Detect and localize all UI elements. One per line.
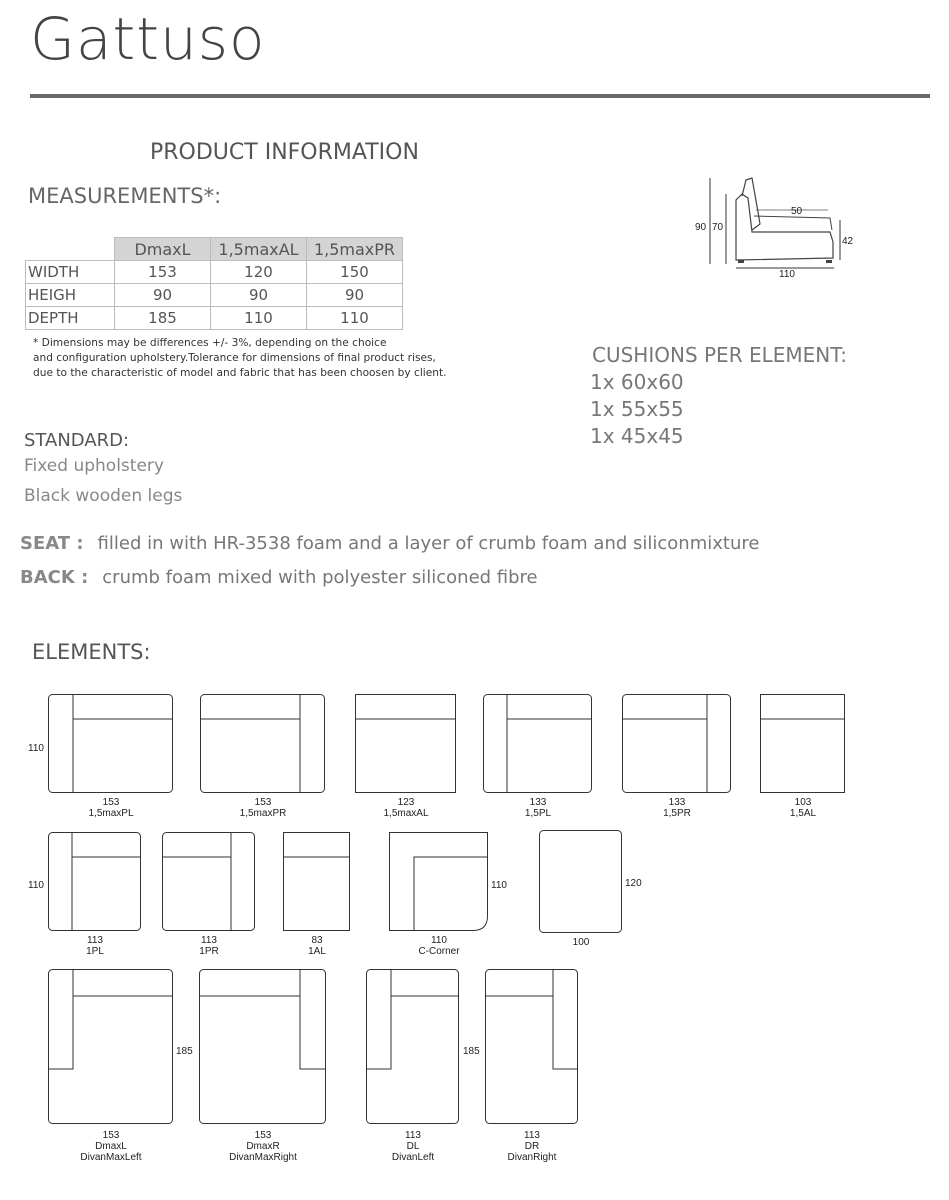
brand-title: Gattuso (30, 5, 266, 73)
dl-side-label: 185 (463, 1046, 480, 1057)
element-diagram-1-5pr (622, 694, 732, 794)
cushion-item: 1x 60x60 (590, 370, 684, 394)
table-cell: 153 (115, 261, 211, 284)
seat-text: filled in with HR-3538 foam and a layer of crumb foam and siliconmixture (97, 533, 760, 554)
column-header: DmaxL (115, 238, 211, 261)
cushions-title: CUSHIONS PER ELEMENT: (592, 343, 847, 367)
element-diagram-dl (366, 969, 460, 1125)
height-total-label: 90 (695, 222, 707, 233)
element-diagram-dmaxr (199, 969, 327, 1125)
element-diagram-1-5pl (483, 694, 593, 794)
element-diagram-1pl (48, 832, 142, 932)
element-diagram-1-5maxpl (48, 694, 174, 794)
seat-filling-row (20, 533, 759, 554)
element-label: 153 1,5maxPL (88, 797, 134, 819)
standard-item: Black wooden legs (24, 486, 183, 506)
depth-label: 110 (779, 269, 795, 280)
column-header: 1,5maxAL (211, 238, 307, 261)
note-line: and configuration upholstery.Tolerance for dimensions of final product rises, (33, 352, 436, 364)
dimensions-note (33, 336, 447, 381)
element-diagram-1pr (162, 832, 256, 932)
note-line: due to the characteristic of model and fabric that has been choosen by client. (33, 367, 447, 379)
element-label: 123 1,5maxAL (383, 797, 429, 819)
dmaxr-side-label: 185 (176, 1046, 193, 1057)
standard-title: STANDARD: (24, 430, 130, 451)
side-view-diagram (690, 172, 860, 282)
table-cell: 90 (211, 284, 307, 307)
element-label: 113 1PR (199, 935, 219, 957)
back-text: crumb foam mixed with polyester siliconed fibre (102, 567, 538, 588)
c-corner-side-label: 110 (491, 880, 507, 891)
table-cell: 110 (211, 307, 307, 330)
table-row (26, 261, 403, 284)
note-line: * Dimensions may be differences +/- 3%, depending on the choice (33, 337, 387, 349)
element-diagram-ottoman (539, 830, 623, 934)
row-label: WIDTH (26, 261, 115, 284)
element-label: 133 1,5PL (524, 797, 552, 819)
height-back-label: 70 (712, 222, 724, 233)
element-label: 153 DmaxR DivanMaxRight (229, 1130, 297, 1163)
seat-depth-label: 50 (791, 206, 803, 217)
table-cell: 120 (211, 261, 307, 284)
cushion-item: 1x 45x45 (590, 424, 684, 448)
product-info-title: PRODUCT INFORMATION (150, 140, 419, 165)
table-cell: 90 (115, 284, 211, 307)
table-cell: 90 (307, 284, 403, 307)
element-diagram-c-corner (389, 832, 489, 932)
element-label: 153 1,5maxPR (239, 797, 287, 819)
element-diagram-1-5maxal (355, 694, 457, 794)
header-divider (30, 94, 930, 98)
measurements-table (25, 237, 403, 330)
element-diagram-1-5al (760, 694, 846, 794)
row-label: DEPTH (26, 307, 115, 330)
element-diagram-1al (283, 832, 351, 932)
element-label: 113 1PL (86, 935, 104, 957)
row2-depth-label: 110 (28, 880, 44, 891)
back-label: BACK : (20, 567, 89, 588)
element-label: 103 1,5AL (789, 797, 817, 819)
element-diagram-dmaxl (48, 969, 174, 1125)
table-header-row (26, 238, 403, 261)
element-label: 110 C-Corner (418, 935, 460, 957)
back-filling-row (20, 567, 538, 588)
standard-item: Fixed upholstery (24, 456, 164, 476)
table-cell: 185 (115, 307, 211, 330)
row-label: HEIGH (26, 284, 115, 307)
cushion-item: 1x 55x55 (590, 397, 684, 421)
seat-label: SEAT : (20, 533, 84, 554)
element-label: 83 1AL (308, 935, 326, 957)
row1-depth-label: 110 (28, 743, 44, 754)
element-diagram-dr (485, 969, 579, 1125)
table-row (26, 284, 403, 307)
element-label: 113 DR DivanRight (507, 1130, 557, 1163)
seat-height-label: 42 (842, 236, 854, 247)
column-header: 1,5maxPR (307, 238, 403, 261)
element-label: 153 DmaxL DivanMaxLeft (80, 1130, 142, 1163)
element-label: 113 DL DivanLeft (391, 1130, 435, 1163)
ottoman-width-label: 100 (572, 937, 590, 948)
measurements-title: MEASUREMENTS*: (28, 184, 222, 208)
ottoman-depth-label: 120 (625, 878, 642, 889)
table-row (26, 307, 403, 330)
table-cell: 110 (307, 307, 403, 330)
element-diagram-1-5maxpr (200, 694, 326, 794)
table-cell: 150 (307, 261, 403, 284)
element-label: 133 1,5PR (663, 797, 691, 819)
elements-title: ELEMENTS: (32, 640, 151, 664)
